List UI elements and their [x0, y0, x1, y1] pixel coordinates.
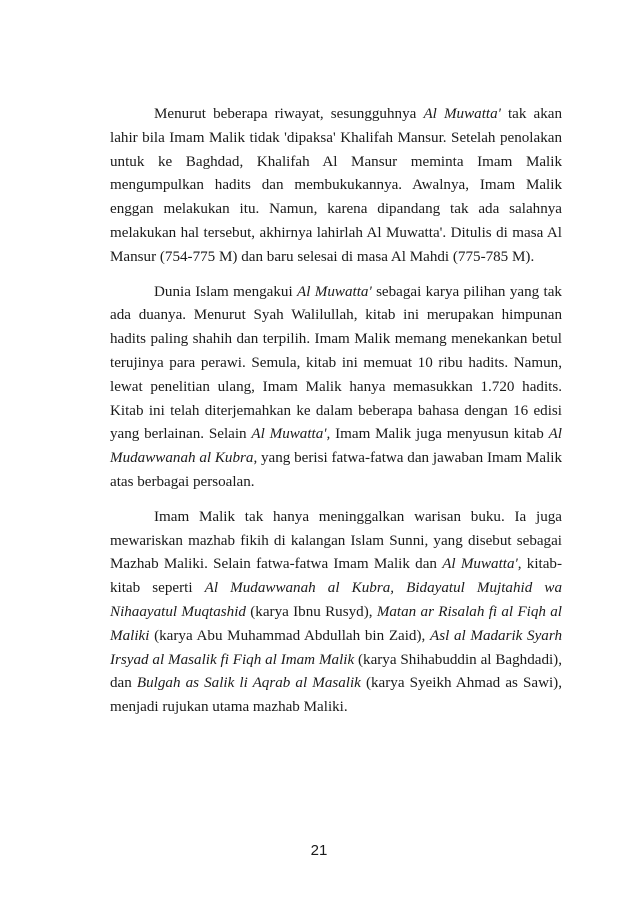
paragraph-2	[110, 281, 562, 495]
text-run: Menurut beberapa riwayat, sesungguhnya	[154, 106, 424, 122]
italic-title: Asl al Madarik Syarh Irsyad al Masalik fi Fiqh al Imam Malik	[110, 627, 562, 668]
text-run: Dunia Islam mengakui	[154, 283, 298, 300]
text-run: , kitab-kitab seperti	[110, 556, 562, 597]
text-run: (karya Syeikh Ahmad as Sawi), menjadi rujukan utama mazhab Maliki.	[110, 675, 562, 716]
paragraph-3	[110, 506, 562, 720]
italic-title: Bulgah as Salik li Aqrab al Masalik	[136, 675, 361, 692]
document-body	[110, 103, 562, 731]
text-run: tak akan lahir bila Imam Malik tidak 'dipaksa' Khalifah Mansur. Setelah penolakan untuk ke Baghdad, Khalifah Al Mansur meminta Imam Malik mengumpulkan hadits dan membukukannya. Awalnya, Imam Malik enggan melakukan itu. Namun, karena dipandang tak ada salahnya melakukan hal tersebut, akhirnya lahirlah Al Muwatta'. Ditulis di masa Al Mansur (754-775 M) dan baru selesai di masa Al Mahdi (775-785 M).	[110, 106, 563, 265]
text-run: (karya Abu Muhammad Abdullah bin Zaid),	[149, 627, 430, 644]
italic-title: Matan ar Risalah fi al Fiqh al Maliki	[110, 603, 562, 644]
text-run: Imam Malik tak hanya meninggalkan warisan buku. Ia juga mewariskan mazhab fikih di kalangan Islam Sunni, yang disebut sebagai Mazhab Maliki. Selain fatwa-fatwa Imam Malik dan	[110, 508, 562, 573]
italic-title: Al Muwatta',	[251, 426, 331, 443]
paragraph-1	[110, 103, 562, 270]
text-run: sebagai karya pilihan yang tak ada duanya. Menurut Syah Walilullah, kitab ini merupakan himpunan hadits paling shahih dan terpilih. Imam Malik memang menekankan betul terujinya para perawi. Semula, kitab ini memuat 10 ribu hadits. Namun, lewat penelitian ulang, Imam Malik hanya memasukkan 1.720 hadits. Kitab ini telah diterjemahkan ke dalam beberapa bahasa dengan 16 edisi yang berlainan. Selain	[110, 283, 562, 443]
text-run: (karya Ibnu Rusyd),	[245, 603, 377, 620]
text-run: Imam Malik juga menyusun kitab	[330, 426, 549, 443]
page-number: 21	[310, 842, 328, 859]
italic-title: Al Mudawwanah al Kubra, Bidayatul Mujtahid wa Nihaayatul Muqtashid	[110, 580, 562, 620]
italic-title: Al Mudawwanah al Kubra	[110, 426, 562, 467]
italic-title: Al Muwatta'	[442, 556, 518, 573]
italic-title: Al Muwatta'	[297, 283, 372, 300]
text-run: (karya Shihabuddin al Baghdadi), dan	[110, 651, 562, 692]
text-run: , yang berisi fatwa-fatwa dan jawaban Imam Malik atas berbagai persoalan.	[110, 450, 562, 490]
italic-title: Al Muwatta'	[423, 106, 501, 122]
